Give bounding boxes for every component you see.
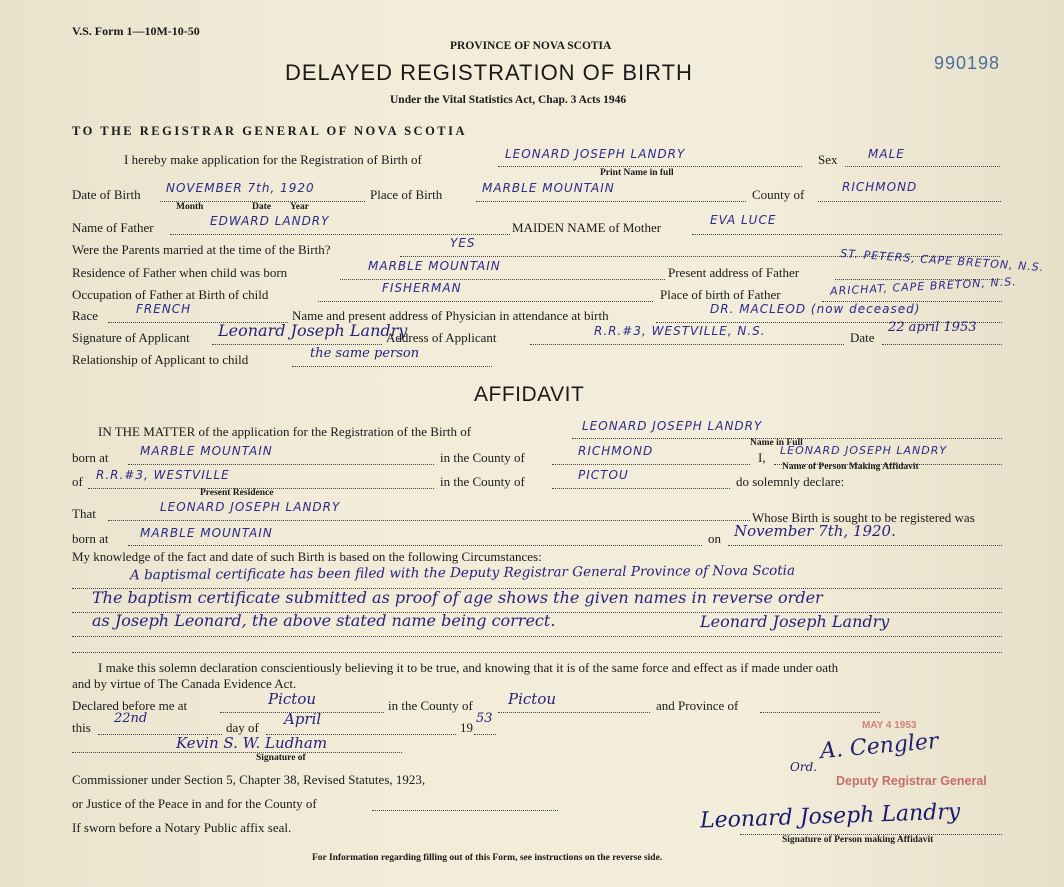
that-label: That — [72, 506, 96, 521]
solemn-declaration-2: and by virtue of The Canada Evidence Act. — [72, 676, 297, 691]
dotted-line — [498, 712, 650, 713]
child-name-value: LEONARD JOSEPH LANDRY — [505, 147, 686, 161]
dotted-line — [552, 488, 730, 489]
maker-name-hint: Name of Person Making Affidavit — [782, 462, 919, 472]
pob-value: MARBLE MOUNTAIN — [482, 181, 615, 195]
maker-signature: Leonard Joseph Landry — [699, 799, 961, 834]
whose-birth-text: Whose Birth is sought to be registered was — [752, 510, 975, 525]
present-address-value: ST. PETERS, CAPE BRETON, N.S. — [839, 246, 1045, 275]
serial-number: 990198 — [934, 53, 1001, 73]
date-hint: Date — [252, 202, 271, 212]
born-county-value: RICHMOND — [578, 444, 654, 458]
maiden-label: MAIDEN NAME of Mother — [512, 220, 662, 235]
county-label: in the County of — [440, 474, 525, 489]
dotted-line — [845, 166, 1000, 167]
father-label: Name of Father — [72, 220, 154, 235]
registrar-signature: A. Cengler — [819, 728, 940, 765]
province-heading: PROVINCE OF NOVA SCOTIA — [450, 40, 612, 52]
dotted-line — [170, 234, 510, 235]
matter-name-value: LEONARD JOSEPH LANDRY — [582, 419, 763, 433]
pob-label: Place of Birth — [370, 187, 443, 202]
form-title: DELAYED REGISTRATION OF BIRTH — [285, 60, 693, 85]
affidavit-heading: AFFIDAVIT — [474, 383, 585, 406]
physician-value: DR. MACLEOD (now deceased) — [710, 302, 921, 316]
declared-at-value: Pictou — [268, 690, 317, 708]
county-label: County of — [752, 187, 805, 202]
born-at-value: MARBLE MOUNTAIN — [140, 444, 273, 458]
residence-hint: Present Residence — [200, 488, 274, 498]
occupation-label: Occupation of Father at Birth of child — [72, 287, 269, 302]
county-label: in the County of — [388, 698, 473, 713]
maker-signature-hint: Signature of Person making Affidavit — [782, 835, 934, 845]
applicant-signature-label: Signature of Applicant — [72, 330, 190, 345]
dob-value: NOVEMBER 7th, 1920 — [166, 181, 315, 195]
application-date-value: 22 april 1953 — [888, 320, 977, 335]
day-of-label: day of — [226, 720, 259, 735]
registrar-title-stamp: Deputy Registrar General — [836, 774, 987, 788]
dotted-line — [476, 201, 746, 202]
name-in-full-hint: Name in Full — [750, 438, 803, 448]
year-prefix: 19 — [460, 720, 473, 735]
dotted-line — [818, 201, 1001, 202]
sex-label: Sex — [818, 152, 838, 167]
of-residence-value: R.R.#3, WESTVILLE — [96, 468, 230, 482]
registrar-prefix: Ord. — [790, 760, 818, 774]
born-at-label: born at — [72, 531, 109, 546]
application-intro: I hereby make application for the Registration of Birth of — [124, 152, 422, 167]
dotted-line — [340, 279, 665, 280]
on-date-value: November 7th, 1920. — [734, 522, 896, 540]
knowledge-text: My knowledge of the fact and date of such Birth is based on the following Circumstances: — [72, 549, 542, 564]
circumstance-line-1: A baptismal certificate has been filed with the Deputy Registrar General Province of Nova Scotia — [129, 562, 796, 584]
mother-value: EVA LUCE — [710, 213, 777, 227]
applicant-address-label: Address of Applicant — [386, 330, 497, 345]
justice-line: or Justice of the Peace in and for the County of — [72, 796, 317, 811]
this-day-value: 22nd — [114, 711, 148, 726]
dotted-line — [292, 366, 492, 367]
solemn-declaration-1: I make this solemn declaration conscientiously believing it to be true, and knowing that it is of the same force and effect as if made under oath — [98, 660, 839, 675]
received-date-stamp: MAY 4 1953 — [862, 720, 917, 731]
physician-label: Name and present address of Physician in attendance at birth — [292, 308, 609, 323]
father-pob-value: ARICHAT, CAPE BRETON, N.S. — [829, 275, 1017, 298]
father-value: EDWARD LANDRY — [210, 214, 330, 228]
dotted-line — [530, 344, 844, 345]
dotted-line — [882, 344, 1002, 345]
commissioner-signature: Kevin S. W. Ludham — [176, 734, 328, 752]
print-name-hint: Print Name in full — [600, 168, 674, 178]
act-subtitle: Under the Vital Statistics Act, Chap. 3 Acts 1946 — [390, 94, 627, 106]
occupation-value: FISHERMAN — [382, 281, 462, 295]
married-value: YES — [450, 236, 476, 250]
relationship-value: the same person — [310, 346, 420, 361]
race-label: Race — [72, 308, 98, 323]
footer-note: For Information regarding filling out of this Form, see instructions on the reverse side. — [312, 853, 663, 863]
that-name-value: LEONARD JOSEPH LANDRY — [160, 500, 341, 514]
circumstance-line-2: The baptism certificate submitted as proof of age shows the given names in reverse order — [92, 588, 823, 607]
circumstance-signature: Leonard Joseph Landry — [700, 612, 890, 631]
county-value: RICHMOND — [842, 180, 918, 194]
dotted-line — [128, 464, 434, 465]
signature-of-hint: Signature of — [256, 753, 306, 763]
application-date-label: Date — [850, 330, 875, 345]
dotted-line — [552, 464, 750, 465]
dotted-line — [498, 166, 802, 167]
declared-county-value: Pictou — [508, 690, 557, 708]
matter-text: IN THE MATTER of the application for the Registration of the Birth of — [98, 424, 472, 439]
on-label: on — [708, 531, 721, 546]
sex-value: MALE — [868, 147, 905, 161]
dotted-line — [72, 652, 1002, 653]
this-label: this — [72, 720, 91, 735]
race-value: FRENCH — [136, 302, 192, 316]
born-at-label: born at — [72, 450, 109, 465]
month-value: April — [284, 710, 322, 728]
notary-line: If sworn before a Notary Public affix seal. — [72, 820, 292, 835]
father-pob-label: Place of birth of Father — [660, 287, 781, 302]
dotted-line — [728, 545, 1002, 546]
commissioner-line: Commissioner under Section 5, Chapter 38, Revised Statutes, 1923, — [72, 772, 426, 787]
dotted-line — [72, 636, 1002, 637]
year-hint: Year — [290, 202, 309, 212]
present-address-label: Present address of Father — [668, 265, 800, 280]
form-number: V.S. Form 1—10M-10-50 — [72, 24, 200, 38]
addressee-line: TO THE REGISTRAR GENERAL OF NOVA SCOTIA — [72, 124, 468, 138]
dotted-line — [72, 752, 402, 753]
dotted-line — [692, 234, 1002, 235]
applicant-signature: Leonard Joseph Landry — [218, 321, 408, 340]
dotted-line — [318, 301, 653, 302]
dotted-line — [108, 520, 750, 521]
dotted-line — [212, 344, 382, 345]
declared-before-label: Declared before me at — [72, 698, 188, 713]
year-suffix: 53 — [476, 711, 493, 726]
dotted-line — [372, 810, 558, 811]
circumstance-line-3: as Joseph Leonard, the above stated name being correct. — [92, 611, 556, 630]
dotted-line — [128, 545, 702, 546]
of-county-value: PICTOU — [578, 468, 629, 482]
dob-label: Date of Birth — [72, 187, 141, 202]
applicant-address-value: R.R.#3, WESTVILLE, N.S. — [594, 324, 766, 338]
county-label: in the County of — [440, 450, 525, 465]
i-label: I, — [758, 450, 766, 465]
married-label: Were the Parents married at the time of the Birth? — [72, 242, 331, 257]
born-at-value-2: MARBLE MOUNTAIN — [140, 526, 273, 540]
relationship-label: Relationship of Applicant to child — [72, 352, 249, 367]
maker-name-value: LEONARD JOSEPH LANDRY — [780, 444, 948, 457]
dotted-line — [760, 712, 880, 713]
of-label: of — [72, 474, 83, 489]
residence-label: Residence of Father when child was born — [72, 265, 288, 280]
declare-text: do solemnly declare: — [736, 474, 845, 489]
residence-value: MARBLE MOUNTAIN — [368, 259, 501, 273]
province-label: and Province of — [656, 698, 739, 713]
dotted-line — [474, 734, 496, 735]
month-hint: Month — [176, 202, 204, 212]
